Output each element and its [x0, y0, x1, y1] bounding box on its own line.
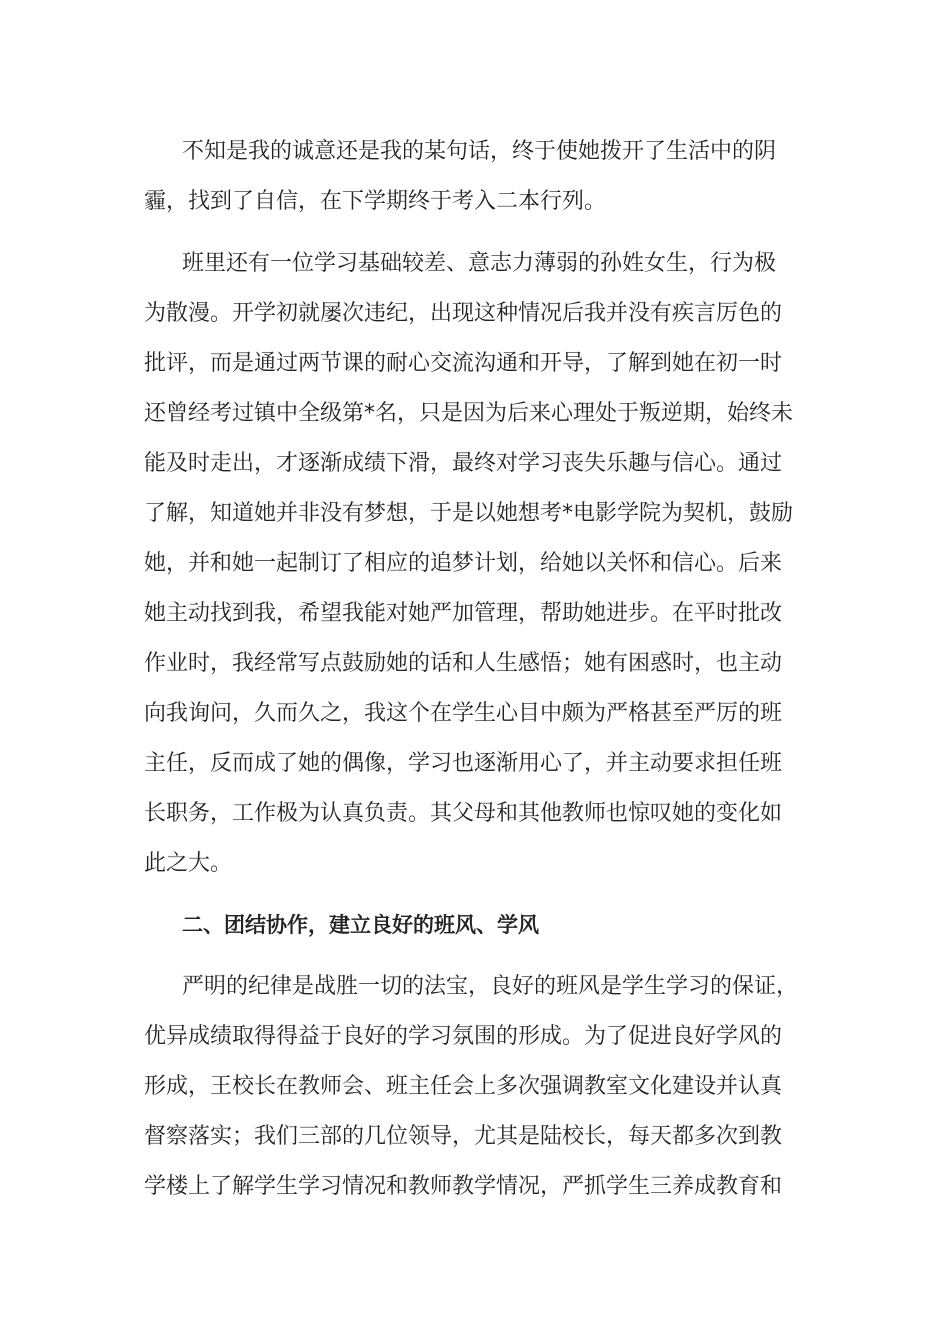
paragraph-line: 学楼上了解学生学习情况和教师教学情况，严抓学生三养成教育和	[144, 1174, 783, 1199]
paragraph-line: 批评，而是通过两节课的耐心交流沟通和开导，了解到她在初一时	[144, 351, 783, 376]
paragraph-1	[144, 127, 824, 227]
paragraph-line: 优异成绩取得得益于良好的学习氛围的形成。为了促进良好学风的	[144, 1024, 783, 1049]
paragraph-line: 不知是我的诚意还是我的某句话，终于使她拨开了生活中的阴	[182, 139, 777, 164]
section-heading: 二、团结协作，建立良好的班风、学风	[182, 913, 539, 937]
paragraph-line: 了解，知道她并非没有梦想，于是以她想考*电影学院为契机，鼓励	[144, 501, 794, 526]
paragraph-line: 为散漫。开学初就屡次违纪，出现这种情况后我并没有疾言厉色的	[144, 301, 783, 326]
paragraph-line: 督察落实；我们三部的几位领导，尤其是陆校长，每天都多次到教	[144, 1124, 783, 1149]
paragraph-line: 还曾经考过镇中全级第*名，只是因为后来心理处于叛逆期，始终未	[144, 401, 794, 426]
paragraph-line: 霾，找到了自信，在下学期终于考入二本行列。	[144, 189, 607, 214]
paragraph-line: 此之大。	[144, 851, 233, 876]
paragraph-line: 能及时走出，才逐渐成绩下滑，最终对学习丧失乐趣与信心。通过	[144, 451, 783, 476]
paragraph-line: 作业时，我经常写点鼓励她的话和人生感悟；她有困惑时，也主动	[144, 651, 783, 676]
paragraph-line: 主任，反而成了她的偶像，学习也逐渐用心了，并主动要求担任班	[144, 751, 783, 776]
paragraph-3	[144, 962, 824, 1212]
paragraph-line: 向我询问，久而久之，我这个在学生心目中颇为严格甚至严厉的班	[144, 701, 783, 726]
paragraph-line: 她主动找到我，希望我能对她严加管理，帮助她进步。在平时批改	[144, 601, 783, 626]
paragraph-line: 班里还有一位学习基础较差、意志力薄弱的孙姓女生，行为极	[182, 251, 777, 276]
paragraph-line: 她，并和她一起制订了相应的追梦计划，给她以关怀和信心。后来	[144, 551, 783, 576]
paragraph-line: 长职务，工作极为认真负责。其父母和其他教师也惊叹她的变化如	[144, 801, 783, 826]
paragraph-line: 形成，王校长在教师会、班主任会上多次强调教室文化建设并认真	[144, 1074, 783, 1099]
paragraph-line: 严明的纪律是战胜一切的法宝，良好的班风是学生学习的保证，	[182, 974, 799, 999]
paragraph-2	[144, 239, 824, 889]
